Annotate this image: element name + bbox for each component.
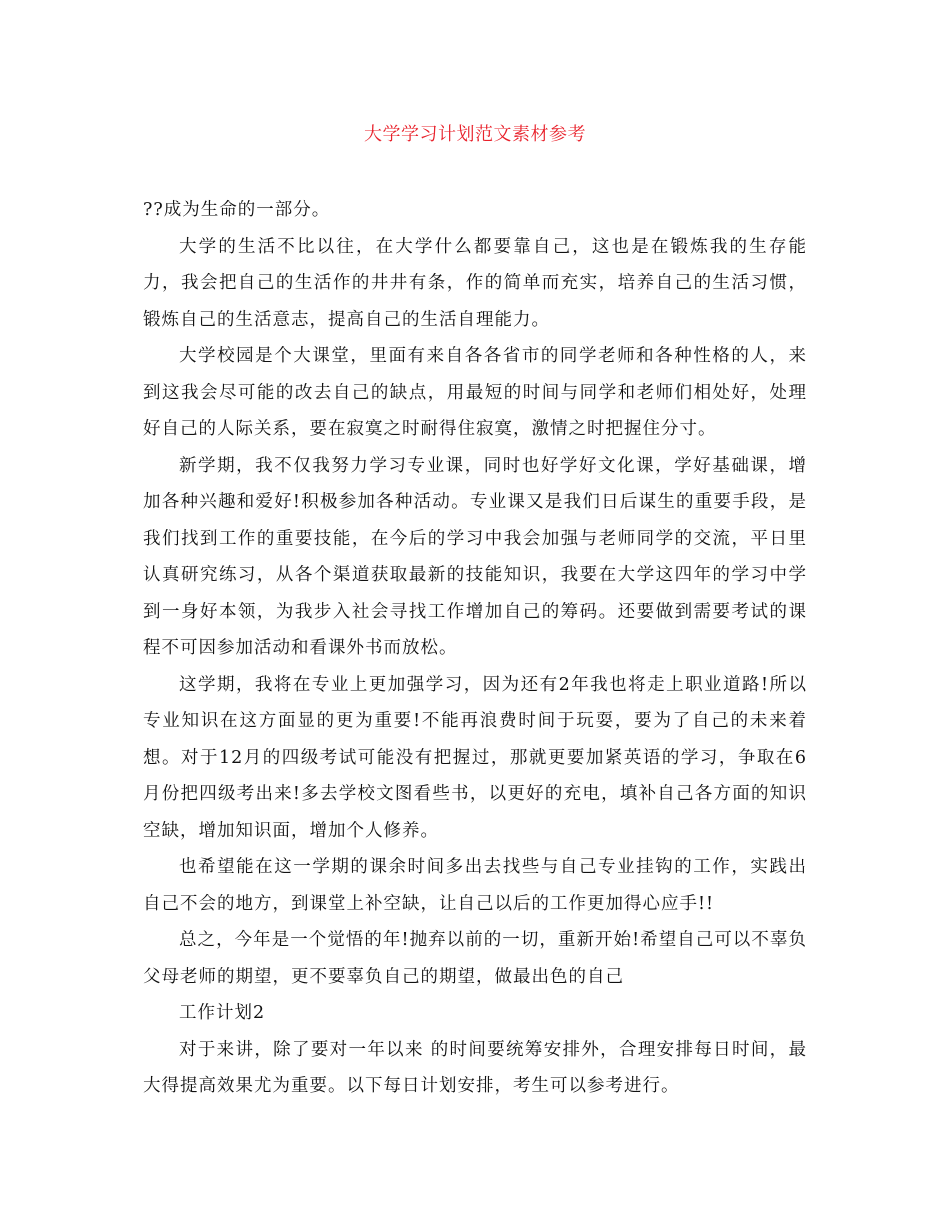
document-body (143, 192, 807, 1105)
paragraph-daily-plan: 对于来讲，除了要对一年以来 的时间要统筹安排外，合理安排每日时间，最大得提高效果尤为重要。以下每日计划安排，考生可以参考进行。 (143, 1039, 807, 1096)
paragraph-continuation: ??成为生命的一部分。 (143, 200, 331, 220)
paragraph-new-semester: 新学期，我不仅我努力学习专业课，同时也好学好文化课，学好基础课，增加各种兴趣和爱好!积极参加各种活动。专业课又是我们日后谋生的重要手段，是我们找到工作的重要技能，在今后的学习中我会加强与老师同学的交流，平日里认真研究练习，从各个渠道获取最新的技能知识，我要在大学这四年的学习中学到一身好本领，为我步入社会寻找工作增加自己的筹码。还要做到需要考试的课程不可因参加活动和看课外书而放松。 (143, 455, 807, 658)
paragraph-summary: 总之，今年是一个觉悟的年!抛弃以前的一切，重新开始!希望自己可以不辜负父母老师的期望，更不要辜负自己的期望，做最出色的自己 (143, 930, 807, 987)
paragraph-college-life: 大学的生活不比以往，在大学什么都要靠自己，这也是在锻炼我的生存能力，我会把自己的生活作的井井有条，作的简单而充实，培养自己的生活习惯，锻炼自己的生活意志，提高自己的生活自理能力。 (143, 236, 807, 330)
paragraph-practice: 也希望能在这一学期的课余时间多出去找些与自己专业挂钩的工作，实践出自己不会的地方，到课堂上补空缺，让自己以后的工作更加得心应手!! (143, 857, 807, 914)
paragraph-this-semester: 这学期，我将在专业上更加强学习，因为还有2年我也将走上职业道路!所以专业知识在这方面显的更为重要!不能再浪费时间于玩耍，要为了自己的未来着想。对于12月的四级考试可能没有把握过，那就更要加紧英语的学习，争取在6月份把四级考出来!多去学校文图看些书，以更好的充电，填补自己各方面的知识空缺，增加知识面，增加个人修养。 (143, 674, 807, 841)
document-title: 大学学习计划范文素材参考 (364, 124, 586, 145)
section-heading-work-plan-2: 工作计划2 (179, 1003, 266, 1023)
paragraph-campus: 大学校园是个大课堂，里面有来自各各省市的同学老师和各种性格的人，来到这我会尽可能的改去自己的缺点，用最短的时间与同学和老师们相处好，处理好自己的人际关系，要在寂寞之时耐得住寂寞，激情之时把握住分寸。 (143, 346, 807, 439)
